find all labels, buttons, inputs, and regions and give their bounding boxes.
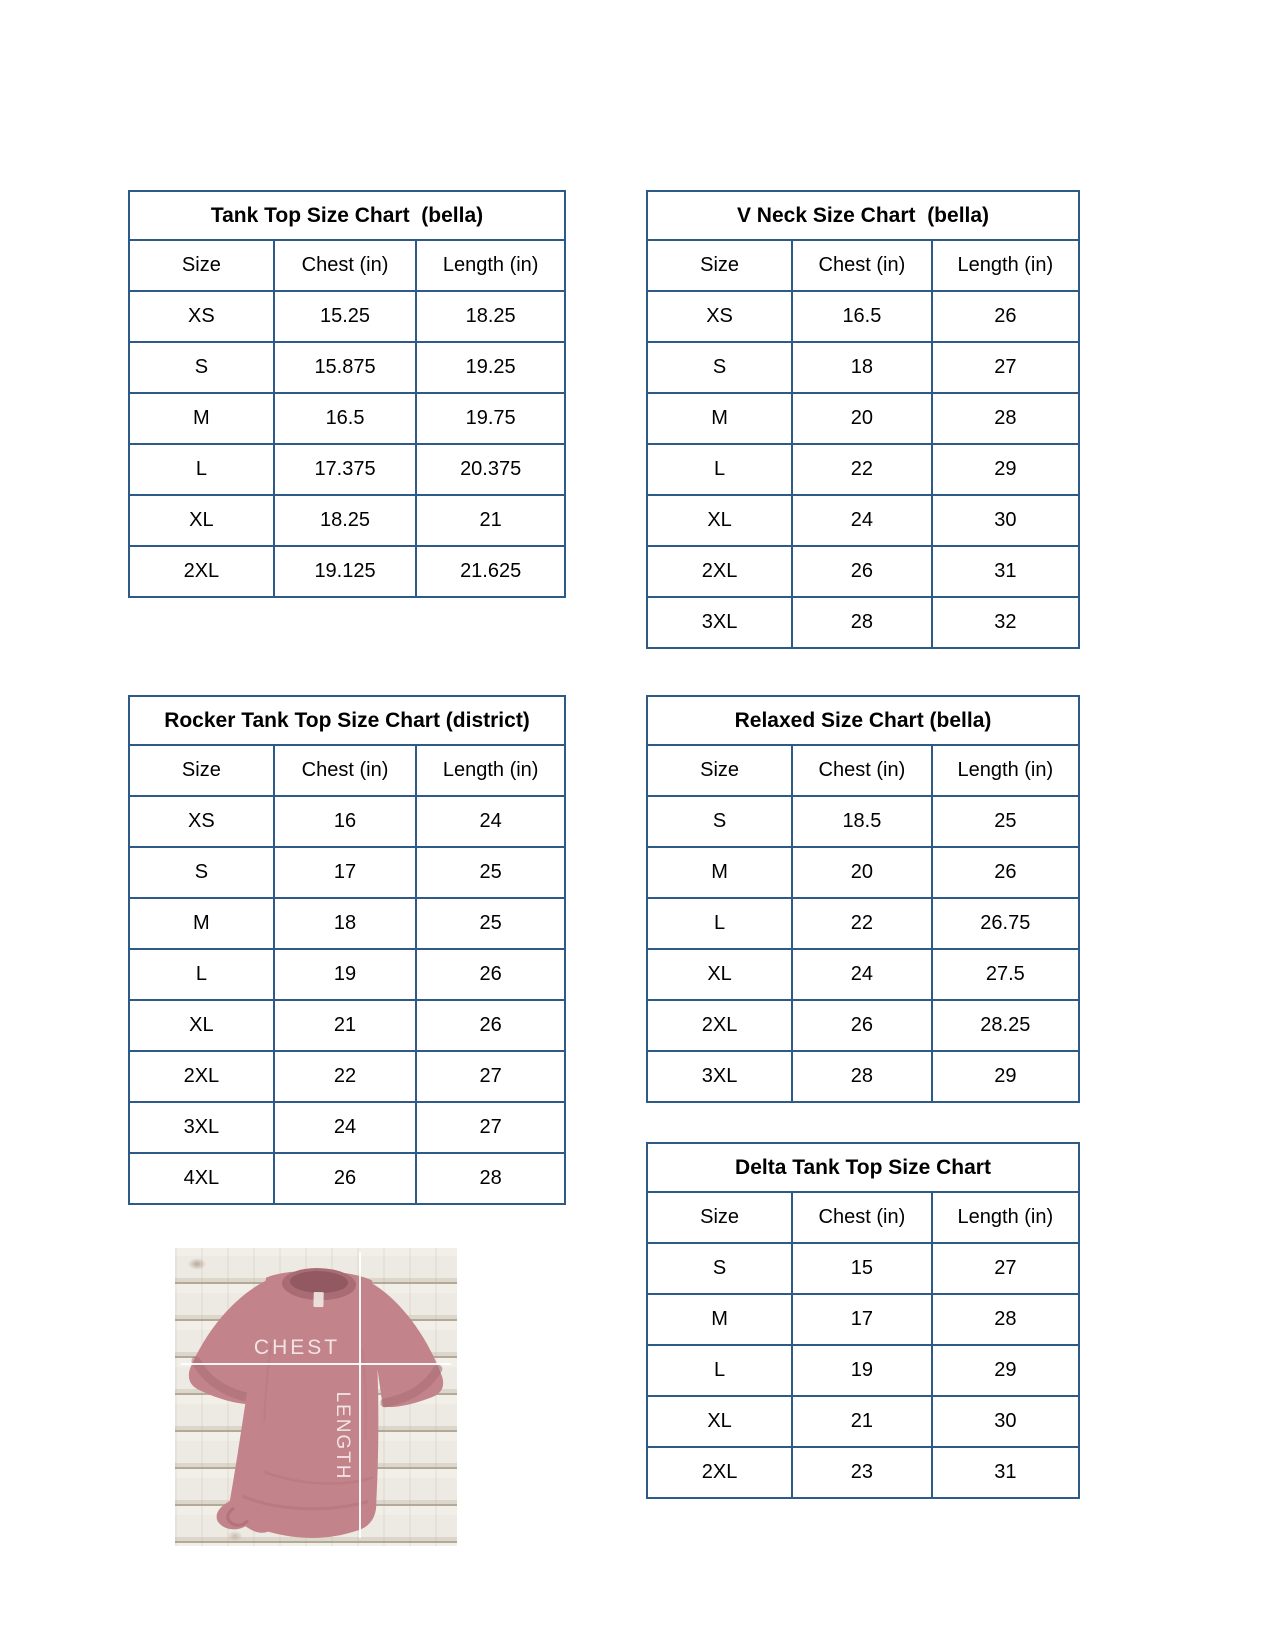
v-neck-cell-0-0: XS: [647, 291, 792, 342]
rocker-tank-row-2XL: [129, 1051, 565, 1102]
tank-top-cell-0-2: 18.25: [416, 291, 565, 342]
delta-tank-cell-3-0: XL: [647, 1396, 792, 1447]
tank-top-row-XS: [129, 291, 565, 342]
rocker-tank-cell-3-0: L: [129, 949, 274, 1000]
v-neck-cell-6-1: 28: [792, 597, 932, 648]
v-neck-cell-6-0: 3XL: [647, 597, 792, 648]
v-neck-header-0: Size: [647, 240, 792, 291]
delta-tank-cell-4-0: 2XL: [647, 1447, 792, 1498]
chest-measure-line: [181, 1363, 452, 1365]
relaxed-cell-3-1: 24: [792, 949, 932, 1000]
rocker-tank-cell-1-2: 25: [416, 847, 565, 898]
relaxed-cell-5-0: 3XL: [647, 1051, 792, 1102]
tank-top-size-table: [128, 190, 566, 598]
v-neck-cell-4-0: XL: [647, 495, 792, 546]
rocker-tank-row-3XL: [129, 1102, 565, 1153]
v-neck-cell-5-1: 26: [792, 546, 932, 597]
tank-top-cell-0-0: XS: [129, 291, 274, 342]
rocker-tank-row-4XL: [129, 1153, 565, 1204]
tshirt-illustration: [175, 1248, 457, 1546]
v-neck-cell-0-1: 16.5: [792, 291, 932, 342]
v-neck-cell-4-2: 30: [932, 495, 1079, 546]
rocker-tank-cell-4-2: 26: [416, 1000, 565, 1051]
v-neck-row-S: [647, 342, 1079, 393]
delta-tank-row-XL: [647, 1396, 1079, 1447]
relaxed-cell-4-1: 26: [792, 1000, 932, 1051]
rocker-tank-cell-7-0: 4XL: [129, 1153, 274, 1204]
v-neck-row-3XL: [647, 597, 1079, 648]
delta-tank-cell-0-0: S: [647, 1243, 792, 1294]
tank-top-row-S: [129, 342, 565, 393]
relaxed-cell-0-0: S: [647, 796, 792, 847]
v-neck-row-M: [647, 393, 1079, 444]
tank-top-cell-5-1: 19.125: [274, 546, 417, 597]
delta-tank-cell-4-2: 31: [932, 1447, 1079, 1498]
rocker-tank-cell-4-0: XL: [129, 1000, 274, 1051]
tank-top-cell-4-0: XL: [129, 495, 274, 546]
delta-tank-header-0: Size: [647, 1192, 792, 1243]
v-neck-header-row: [647, 240, 1079, 291]
tank-top-cell-2-2: 19.75: [416, 393, 565, 444]
relaxed-row-XL: [647, 949, 1079, 1000]
v-neck-cell-3-1: 22: [792, 444, 932, 495]
v-neck-cell-1-1: 18: [792, 342, 932, 393]
v-neck-cell-6-2: 32: [932, 597, 1079, 648]
rocker-tank-cell-2-2: 25: [416, 898, 565, 949]
v-neck-size-table: [646, 190, 1080, 649]
delta-tank-cell-1-1: 17: [792, 1294, 932, 1345]
rocker-tank-cell-0-0: XS: [129, 796, 274, 847]
rocker-tank-cell-5-1: 22: [274, 1051, 417, 1102]
tank-top-cell-5-2: 21.625: [416, 546, 565, 597]
delta-tank-cell-2-1: 19: [792, 1345, 932, 1396]
tank-top-cell-4-1: 18.25: [274, 495, 417, 546]
delta-tank-cell-3-1: 21: [792, 1396, 932, 1447]
tank-top-cell-1-0: S: [129, 342, 274, 393]
v-neck-cell-1-0: S: [647, 342, 792, 393]
tank-top-header-row: [129, 240, 565, 291]
delta-tank-title: Delta Tank Top Size Chart: [647, 1143, 1079, 1192]
rocker-tank-cell-7-1: 26: [274, 1153, 417, 1204]
v-neck-cell-2-1: 20: [792, 393, 932, 444]
tank-top-cell-4-2: 21: [416, 495, 565, 546]
relaxed-cell-2-1: 22: [792, 898, 932, 949]
delta-tank-header-2: Length (in): [932, 1192, 1079, 1243]
relaxed-cell-1-2: 26: [932, 847, 1079, 898]
v-neck-row-L: [647, 444, 1079, 495]
v-neck-header-1: Chest (in): [792, 240, 932, 291]
relaxed-cell-1-0: M: [647, 847, 792, 898]
rocker-tank-row-S: [129, 847, 565, 898]
rocker-tank-cell-6-1: 24: [274, 1102, 417, 1153]
rocker-tank-cell-5-0: 2XL: [129, 1051, 274, 1102]
rocker-tank-cell-1-1: 17: [274, 847, 417, 898]
tank-top-row-M: [129, 393, 565, 444]
tank-top-row-L: [129, 444, 565, 495]
rocker-tank-cell-0-1: 16: [274, 796, 417, 847]
relaxed-header-row: [647, 745, 1079, 796]
rocker-tank-cell-3-1: 19: [274, 949, 417, 1000]
v-neck-row-XL: [647, 495, 1079, 546]
rocker-tank-cell-6-0: 3XL: [129, 1102, 274, 1153]
relaxed-cell-3-2: 27.5: [932, 949, 1079, 1000]
relaxed-cell-3-0: XL: [647, 949, 792, 1000]
rocker-tank-header-2: Length (in): [416, 745, 565, 796]
delta-tank-cell-0-1: 15: [792, 1243, 932, 1294]
delta-tank-cell-0-2: 27: [932, 1243, 1079, 1294]
tank-top-cell-3-0: L: [129, 444, 274, 495]
tank-top-cell-3-2: 20.375: [416, 444, 565, 495]
rocker-tank-row-L: [129, 949, 565, 1000]
tank-top-row-2XL: [129, 546, 565, 597]
relaxed-row-2XL: [647, 1000, 1079, 1051]
v-neck-cell-5-0: 2XL: [647, 546, 792, 597]
tank-top-cell-3-1: 17.375: [274, 444, 417, 495]
relaxed-cell-2-0: L: [647, 898, 792, 949]
tank-top-title: Tank Top Size Chart (bella): [129, 191, 565, 240]
length-measure-line: [359, 1252, 361, 1538]
delta-tank-header-1: Chest (in): [792, 1192, 932, 1243]
neck-tag: [313, 1292, 323, 1307]
relaxed-cell-4-2: 28.25: [932, 1000, 1079, 1051]
length-label: LENGTH: [332, 1391, 353, 1481]
relaxed-cell-5-1: 28: [792, 1051, 932, 1102]
delta-tank-row-2XL: [647, 1447, 1079, 1498]
delta-tank-header-row: [647, 1192, 1079, 1243]
v-neck-cell-4-1: 24: [792, 495, 932, 546]
rocker-tank-row-XL: [129, 1000, 565, 1051]
relaxed-title: Relaxed Size Chart (bella): [647, 696, 1079, 745]
v-neck-cell-5-2: 31: [932, 546, 1079, 597]
tank-top-cell-0-1: 15.25: [274, 291, 417, 342]
rocker-tank-cell-6-2: 27: [416, 1102, 565, 1153]
relaxed-cell-0-2: 25: [932, 796, 1079, 847]
rocker-tank-header-1: Chest (in): [274, 745, 417, 796]
relaxed-row-M: [647, 847, 1079, 898]
v-neck-header-2: Length (in): [932, 240, 1079, 291]
tank-top-cell-1-2: 19.25: [416, 342, 565, 393]
rocker-tank-row-XS: [129, 796, 565, 847]
delta-tank-size-table: [646, 1142, 1080, 1499]
relaxed-cell-4-0: 2XL: [647, 1000, 792, 1051]
delta-tank-cell-1-0: M: [647, 1294, 792, 1345]
relaxed-header-2: Length (in): [932, 745, 1079, 796]
rocker-tank-cell-4-1: 21: [274, 1000, 417, 1051]
rocker-tank-cell-3-2: 26: [416, 949, 565, 1000]
v-neck-cell-2-0: M: [647, 393, 792, 444]
tank-top-row-XL: [129, 495, 565, 546]
relaxed-row-S: [647, 796, 1079, 847]
delta-tank-cell-4-1: 23: [792, 1447, 932, 1498]
tank-top-header-0: Size: [129, 240, 274, 291]
v-neck-cell-0-2: 26: [932, 291, 1079, 342]
tank-top-header-2: Length (in): [416, 240, 565, 291]
delta-tank-cell-1-2: 28: [932, 1294, 1079, 1345]
delta-tank-row-M: [647, 1294, 1079, 1345]
rocker-tank-cell-2-1: 18: [274, 898, 417, 949]
delta-tank-cell-2-2: 29: [932, 1345, 1079, 1396]
tank-top-header-1: Chest (in): [274, 240, 417, 291]
rocker-tank-size-table: [128, 695, 566, 1205]
delta-tank-row-L: [647, 1345, 1079, 1396]
v-neck-row-XS: [647, 291, 1079, 342]
tank-top-cell-5-0: 2XL: [129, 546, 274, 597]
relaxed-size-table: [646, 695, 1080, 1103]
v-neck-cell-3-0: L: [647, 444, 792, 495]
relaxed-header-0: Size: [647, 745, 792, 796]
rocker-tank-header-0: Size: [129, 745, 274, 796]
tshirt-measurement-photo: [175, 1248, 457, 1546]
tank-top-cell-2-0: M: [129, 393, 274, 444]
rocker-tank-cell-7-2: 28: [416, 1153, 565, 1204]
rocker-tank-cell-1-0: S: [129, 847, 274, 898]
tank-top-cell-1-1: 15.875: [274, 342, 417, 393]
relaxed-header-1: Chest (in): [792, 745, 932, 796]
v-neck-cell-1-2: 27: [932, 342, 1079, 393]
relaxed-cell-1-1: 20: [792, 847, 932, 898]
relaxed-cell-5-2: 29: [932, 1051, 1079, 1102]
rocker-tank-title: Rocker Tank Top Size Chart (district): [129, 696, 565, 745]
rocker-tank-cell-0-2: 24: [416, 796, 565, 847]
relaxed-cell-2-2: 26.75: [932, 898, 1079, 949]
rocker-tank-cell-2-0: M: [129, 898, 274, 949]
delta-tank-row-S: [647, 1243, 1079, 1294]
delta-tank-cell-2-0: L: [647, 1345, 792, 1396]
tank-top-cell-2-1: 16.5: [274, 393, 417, 444]
rocker-tank-row-M: [129, 898, 565, 949]
relaxed-row-L: [647, 898, 1079, 949]
rocker-tank-cell-5-2: 27: [416, 1051, 565, 1102]
delta-tank-cell-3-2: 30: [932, 1396, 1079, 1447]
chest-label: CHEST: [253, 1336, 341, 1359]
v-neck-title: V Neck Size Chart (bella): [647, 191, 1079, 240]
v-neck-cell-3-2: 29: [932, 444, 1079, 495]
rocker-tank-header-row: [129, 745, 565, 796]
v-neck-cell-2-2: 28: [932, 393, 1079, 444]
relaxed-cell-0-1: 18.5: [792, 796, 932, 847]
relaxed-row-3XL: [647, 1051, 1079, 1102]
v-neck-row-2XL: [647, 546, 1079, 597]
